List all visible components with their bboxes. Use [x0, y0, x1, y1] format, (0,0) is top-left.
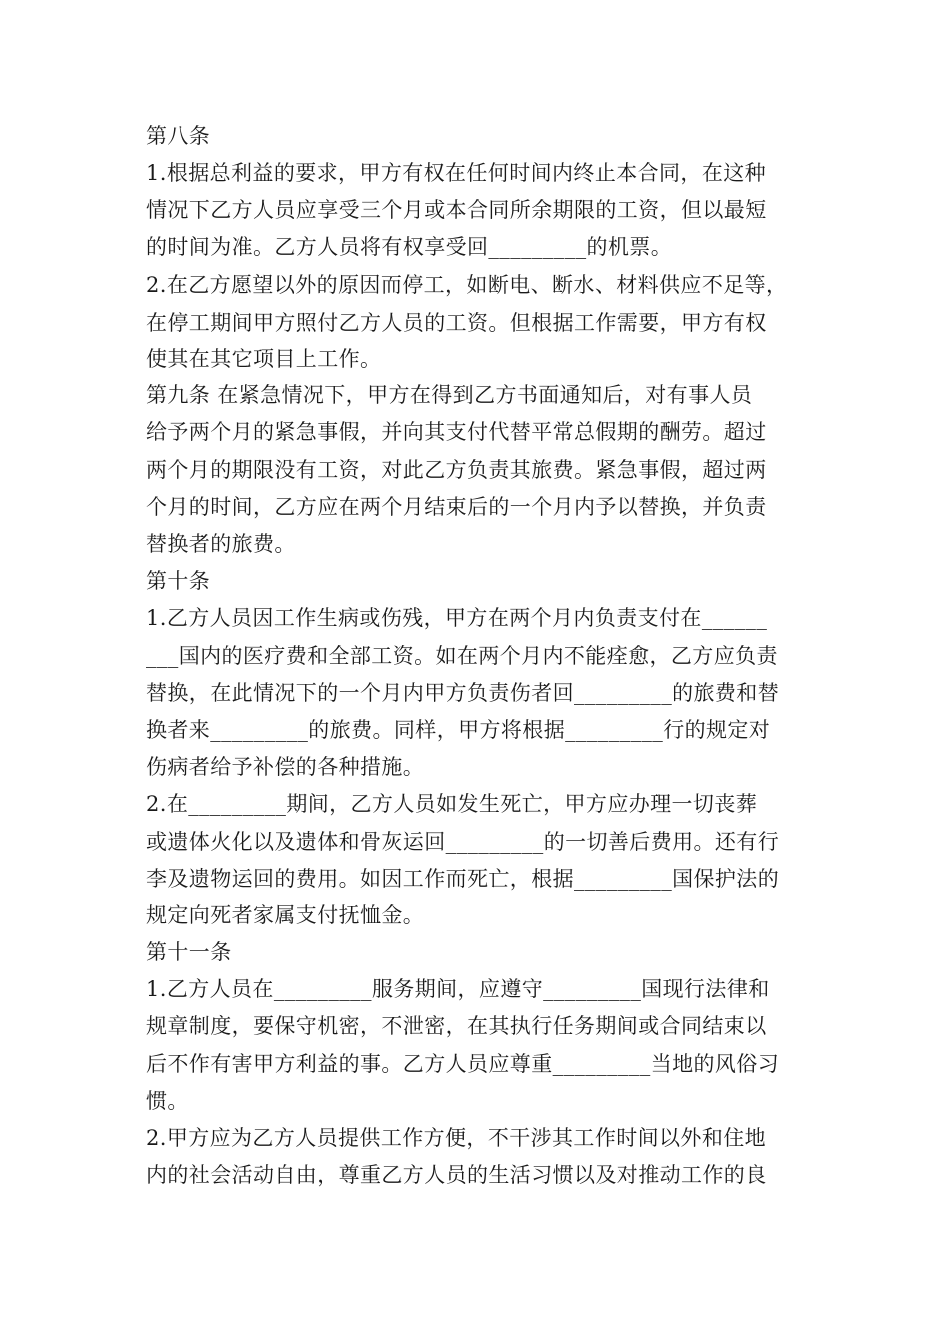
text-line: 替换，在此情况下的一个月内甲方负责伤者回_________的旅费和替 — [146, 681, 780, 705]
text-line: 第八条 — [146, 124, 211, 148]
text-line: 第九条 在紧急情况下，甲方在得到乙方书面通知后，对有事人员 — [146, 383, 753, 407]
text-line: 1.根据总利益的要求，甲方有权在任何时间内终止本合同，在这种 — [146, 161, 767, 185]
text-line: 第十一条 — [146, 940, 232, 964]
text-line: 2.甲方应为乙方人员提供工作方便，不干涉其工作时间以外和住地 — [146, 1126, 767, 1150]
text-line: 后不作有害甲方利益的事。乙方人员应尊重_________当地的风俗习 — [146, 1052, 780, 1076]
text-line: 规定向死者家属支付抚恤金。 — [146, 903, 425, 927]
text-line: 李及遗物运回的费用。如因工作而死亡，根据_________国保护法的 — [146, 867, 780, 891]
text-line: 在停工期间甲方照付乙方人员的工资。但根据工作需要，甲方有权 — [146, 311, 767, 335]
text-line: 惯。 — [146, 1089, 189, 1113]
text-line: 第十条 — [146, 569, 211, 593]
text-line: 伤病者给予补偿的各种措施。 — [146, 755, 425, 779]
text-line: 2.在乙方愿望以外的原因而停工，如断电、断水、材料供应不足等， — [146, 273, 788, 297]
text-line: 情况下乙方人员应享受三个月或本合同所余期限的工资，但以最短 — [146, 198, 767, 222]
text-line: 内的社会活动自由，尊重乙方人员的生活习惯以及对推动工作的良 — [146, 1163, 767, 1187]
text-line: ___国内的医疗费和全部工资。如在两个月内不能痊愈，乙方应负责 — [146, 644, 778, 668]
text-line: 或遗体火化以及遗体和骨灰运回_________的一切善后费用。还有行 — [146, 830, 780, 854]
text-line: 1.乙方人员在_________服务期间，应遵守_________国现行法律和 — [146, 977, 770, 1001]
text-line: 使其在其它项目上工作。 — [146, 347, 382, 371]
text-line: 的时间为准。乙方人员将有权享受回_________的机票。 — [146, 235, 673, 259]
text-line: 规章制度，要保守机密，不泄密，在其执行任务期间或合同结束以 — [146, 1014, 767, 1038]
text-line: 替换者的旅费。 — [146, 532, 296, 556]
text-line: 1.乙方人员因工作生病或伤残，甲方在两个月内负责支付在______ — [146, 606, 768, 630]
text-line: 给予两个月的紧急事假，并向其支付代替平常总假期的酬劳。超过 — [146, 420, 767, 444]
text-line: 两个月的期限没有工资，对此乙方负责其旅费。紧急事假，超过两 — [146, 458, 767, 482]
text-line: 换者来_________的旅费。同样，甲方将根据_________行的规定对 — [146, 718, 771, 742]
text-line: 个月的时间，乙方应在两个月结束后的一个月内予以替换，并负责 — [146, 495, 767, 519]
text-line: 2.在_________期间，乙方人员如发生死亡，甲方应办理一切丧葬 — [146, 792, 758, 816]
